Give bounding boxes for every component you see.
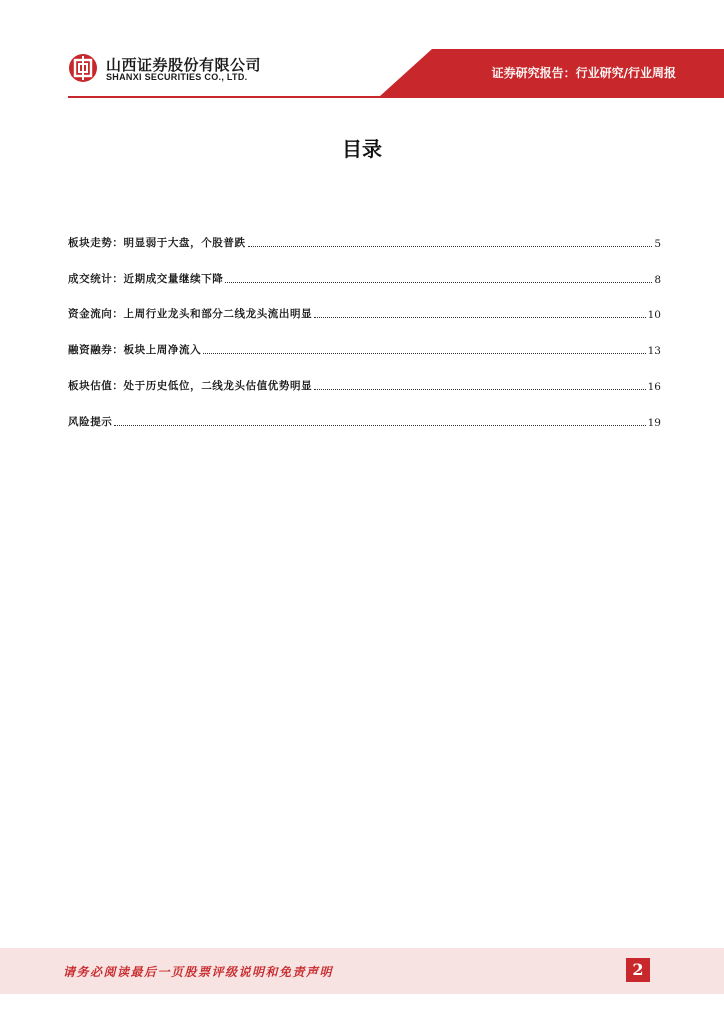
page-number: 2 <box>626 958 650 982</box>
toc-item-label: 板块走势：明显弱于大盘，个股普跌 <box>68 236 246 249</box>
toc-leader-dots <box>248 245 653 247</box>
toc-item[interactable] <box>68 357 661 393</box>
report-type-label: 证券研究报告：行业研究/行业周报 <box>491 66 676 80</box>
toc-item-page: 19 <box>647 416 661 429</box>
disclaimer-notice: 请务必阅读最后一页股票评级说明和免责声明 <box>63 965 334 979</box>
toc-item[interactable] <box>68 250 661 286</box>
toc-leader-dots <box>203 352 645 354</box>
table-of-contents <box>68 214 661 429</box>
toc-leader-dots <box>114 424 645 426</box>
header-divider <box>68 96 724 98</box>
toc-item-label: 风险提示 <box>68 415 113 428</box>
toc-item-page: 10 <box>647 309 661 322</box>
toc-item-page: 16 <box>647 380 661 393</box>
company-logo-icon <box>68 53 98 83</box>
company-name-cn: 山西证券股份有限公司 <box>106 56 262 74</box>
company-name-en: SHANXI SECURITIES CO., LTD. <box>106 72 248 82</box>
page-header <box>0 0 724 100</box>
toc-item[interactable] <box>68 214 661 250</box>
toc-item-page: 8 <box>654 273 661 286</box>
toc-leader-dots <box>314 316 645 318</box>
toc-leader-dots <box>225 281 652 283</box>
toc-item[interactable] <box>68 393 661 429</box>
toc-item-page: 13 <box>647 345 661 358</box>
toc-item[interactable] <box>68 321 661 357</box>
toc-item-label: 融资融券：板块上周净流入 <box>68 344 202 357</box>
toc-leader-dots <box>314 388 645 390</box>
toc-title: 目录 <box>342 137 382 161</box>
toc-item-label: 成交统计：近期成交量继续下降 <box>68 272 224 285</box>
toc-item-page: 5 <box>654 237 661 250</box>
toc-item-label: 资金流向：上周行业龙头和部分二线龙头流出明显 <box>68 308 313 321</box>
toc-item[interactable] <box>68 286 661 322</box>
toc-item-label: 板块估值：处于历史低位，二线龙头估值优势明显 <box>68 379 313 392</box>
